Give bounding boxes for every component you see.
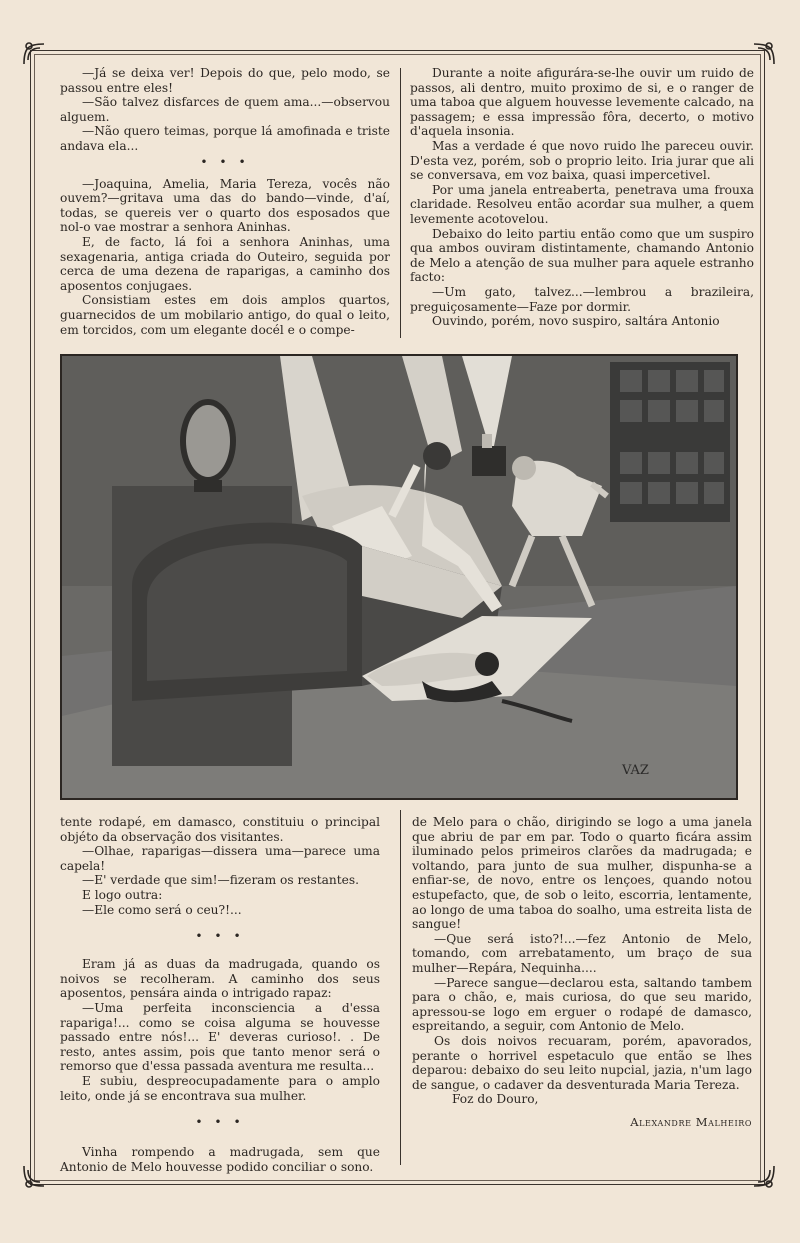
paragraph: Vinha rompendo a madrugada, sem que Antonio de Melo houvesse podido conciliar o sono. [60, 1145, 380, 1174]
section-break: • • • [195, 929, 245, 944]
place-line: Foz do Douro, [452, 1092, 539, 1107]
left-column-bottom [60, 815, 380, 1174]
corner-ornament-top-left [20, 40, 46, 66]
paragraph: Durante a noite afigurára-se-lhe ouvir um ruido de passos, ali dentro, muito proximo de si, e o ranger de uma taboa que alguem houvesse levemente calcado, na passagem; e essa impressão fôra, decerto, o motivo d'aquela insonia. [410, 66, 754, 139]
paragraph: —Olhae, raparigas—dissera uma—parece uma capela! [60, 844, 380, 873]
paragraph: —Ele como será o ceu?!... [82, 902, 242, 917]
paragraph: Eram já as duas da madrugada, quando os noivos se recolheram. A caminho dos seus aposentos, pensára ainda o intrigado rapaz: [60, 957, 380, 1001]
bedroom-illustration [60, 354, 738, 800]
paragraph: —Não quero teimas, porque lá amofinada e triste andava ela... [60, 124, 390, 153]
paragraph: —Que será isto?!...—fez Antonio de Melo, tomando, com arrebatamento, um braço de sua mulher—Repára, Nequinha.... [412, 931, 752, 975]
section-break: • • • [200, 154, 250, 169]
paragraph: —Já se deixa ver! Depois do que, pelo modo, se passou entre eles! [60, 66, 390, 95]
author-signature: Alexandre Malheiro [630, 1114, 752, 1129]
corner-ornament-bottom-left [20, 1164, 46, 1190]
paragraph: E, de facto, lá foi a senhora Aninhas, uma sexagenaria, antiga criada do Outeiro, seguida por cerca de uma dezena de raparigas, a caminho dos aposentos conjugaes. [60, 234, 390, 293]
paragraph: —E' verdade que sim!—fizeram os restantes. [82, 873, 360, 888]
section-break: • • • [195, 1115, 245, 1130]
paragraph: —Parece sangue—declarou esta, saltando tambem para o chão, e, mais curiosa, do que seu marido, apressou-se logo em erguer o rodapé de damasco, espreitando, a seguir, com Antonio de Melo. [412, 975, 752, 1034]
paragraph: —Um gato, talvez...—lembrou a brazileira, preguiçosamente—Faze por dormir. [410, 284, 754, 314]
paragraph: E logo outra: [82, 887, 163, 902]
paragraph: Mas a verdade é que novo ruido lhe pareceu ouvir. D'esta vez, porém, sob o proprio leito. Iria jurar que ali se conversava, em voz baixa, quasi impercetivel. [410, 138, 754, 183]
paragraph: Ouvindo, porém, novo suspiro, saltára Antonio [432, 314, 720, 329]
column-rule-bottom [400, 810, 401, 1165]
paragraph: de Melo para o chão, dirigindo se logo a uma janela que abriu de par em par. Todo o quarto ficára assim iluminado pelos primeiros clarões da madrugada; e voltando, para junto de sua mulher, dispunha-se a enfiar-se, de novo, entre os lençoes, quando notou estupefacto, que, de sob o leito, escorria, lentamente, ao longo de uma taboa do soalho, uma estreita lista de sangue! [412, 815, 752, 932]
paragraph: —São talvez disfarces de quem ama...—observou alguem. [60, 95, 390, 124]
column-rule-top [400, 68, 401, 338]
paragraph: tente rodapé, em damasco, constituiu o principal objéto da observação dos visitantes. [60, 815, 380, 844]
paragraph: Consistiam estes em dois amplos quartos, guarnecidos de um mobilario antigo, do qual o leito, em torcidos, com um elegante docél e o compe- [60, 293, 390, 337]
paragraph: —Joaquina, Amelia, Maria Tereza, vocês não ouvem?—gritava uma das do bando—vinde, d'aí, todas, se quereis ver o quarto dos esposados que nol-o vae mostrar a senhora Aninhas. [60, 176, 390, 235]
paragraph: Por uma janela entreaberta, penetrava uma frouxa claridade. Resolveu então acordar sua mulher, a quem levemente acotovelou. [410, 182, 754, 226]
right-column-top [410, 66, 754, 329]
illustrator-signature: VAZ [622, 763, 649, 778]
paragraph: Debaixo do leito partiu então como que um suspiro qua ambos ouviram distintamente, chamando Antonio de Melo a atenção de sua mulher para aquele estranho facto: [410, 226, 754, 285]
paragraph: —Uma perfeita inconsciencia a d'essa rapariga!... como se coisa alguma se houvesse passado entre nós!... E' deveras curioso!. . De resto, antes assim, pois que tanto menor será o remorso que d'essa passada aventura me resulta... [60, 1000, 380, 1074]
left-column-top [60, 66, 390, 337]
right-column-bottom [412, 815, 752, 1129]
paragraph: E subiu, despreocupadamente para o amplo leito, onde já se encontrava sua mulher. [60, 1073, 380, 1103]
paragraph: Os dois noivos recuaram, porém, apavorados, perante o horrivel espetaculo que então se lhes deparou: debaixo do seu leito nupcial, jazia, n'um lago de sangue, o cadaver da desventurada Maria Tereza. [412, 1033, 752, 1092]
corner-ornament-bottom-right [752, 1164, 778, 1190]
corner-ornament-top-right [752, 40, 778, 66]
